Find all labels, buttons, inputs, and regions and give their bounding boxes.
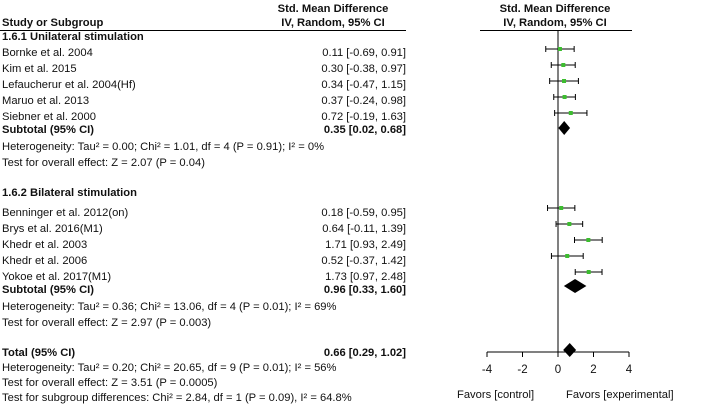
study-point (562, 79, 566, 83)
overall-effect-text: Test for overall effect: Z = 2.07 (P = 0.04) (2, 157, 205, 169)
x-tick-label: -2 (517, 364, 528, 376)
study-point (563, 95, 567, 99)
pooled-diamond (558, 121, 570, 135)
study-ci: 0.30 [-0.38, 0.97] (321, 63, 406, 75)
study-point (567, 222, 571, 226)
study-point (565, 254, 569, 258)
study-name: Khedr et al. 2003 (2, 239, 88, 251)
pooled-diamond (564, 279, 587, 293)
favors-control-label: Favors [control] (457, 389, 535, 401)
study-point (561, 63, 565, 67)
study-ci: 0.72 [-0.19, 1.63] (321, 111, 406, 123)
study-ci: 0.34 [-0.47, 1.15] (321, 79, 406, 91)
header-study: Study or Subgroup (2, 17, 104, 29)
study-name: Benninger et al. 2012(on) (2, 207, 129, 219)
study-point (559, 206, 563, 210)
heterogeneity-text: Heterogeneity: Tau² = 0.36; Chi² = 13.06, df = 4 (P = 0.01); I² = 69% (2, 301, 337, 313)
study-ci: 1.73 [0.97, 2.48] (325, 271, 406, 283)
study-name: Bornke et al. 2004 (2, 47, 93, 59)
heterogeneity-text: Heterogeneity: Tau² = 0.20; Chi² = 20.65, df = 9 (P = 0.01); I² = 56% (2, 362, 337, 374)
study-name: Kim et al. 2015 (2, 63, 77, 75)
study-name: Lefaucherur et al. 2004(Hf) (2, 79, 136, 91)
overall-effect-text: Test for overall effect: Z = 3.51 (P = 0.0005) (2, 377, 218, 389)
subgroup-difference-text: Test for subgroup differences: Chi² = 2.84, df = 1 (P = 0.09), I² = 64.8% (2, 392, 352, 404)
total-ci: 0.66 [0.29, 1.02] (323, 347, 406, 359)
study-ci: 1.71 [0.93, 2.49] (325, 239, 406, 251)
study-name: Brys et al. 2016(M1) (2, 223, 103, 235)
study-name: Khedr et al. 2006 (2, 255, 88, 267)
pooled-diamond (563, 343, 576, 357)
study-name: Siebner et al. 2000 (2, 111, 96, 123)
group-title: 1.6.2 Bilateral stimulation (2, 187, 137, 199)
study-point (569, 111, 573, 115)
study-ci: 0.52 [-0.37, 1.42] (321, 255, 406, 267)
header-smd-top: Std. Mean Difference (277, 3, 389, 15)
subtotal-ci: 0.35 [0.02, 0.68] (323, 124, 406, 136)
group-title: 1.6.1 Unilateral stimulation (2, 31, 144, 43)
x-tick-label: 0 (554, 364, 562, 376)
study-point (587, 270, 591, 274)
subtotal-label: Subtotal (95% CI) (2, 124, 94, 136)
study-ci: 0.64 [-0.11, 1.39] (322, 223, 406, 235)
header-plot-top: Std. Mean Difference (499, 3, 611, 15)
study-point (558, 47, 562, 51)
x-tick-label: -4 (481, 364, 493, 376)
heterogeneity-text: Heterogeneity: Tau² = 0.00; Chi² = 1.01, df = 4 (P = 0.91); I² = 0% (2, 141, 325, 153)
study-name: Maruo et al. 2013 (2, 95, 90, 107)
favors-experimental-label: Favors [experimental] (566, 389, 674, 401)
subtotal-label: Subtotal (95% CI) (2, 284, 94, 296)
header-plot-bottom: IV, Random, 95% CI (503, 17, 607, 29)
study-ci: 0.18 [-0.59, 0.95] (321, 207, 406, 219)
overall-effect-text: Test for overall effect: Z = 2.97 (P = 0.003) (2, 317, 212, 329)
total-label: Total (95% CI) (2, 347, 76, 359)
x-tick-label: 4 (625, 364, 633, 376)
x-tick-label: 2 (590, 364, 597, 376)
header-smd-bottom: IV, Random, 95% CI (281, 17, 385, 29)
study-ci: 0.37 [-0.24, 0.98] (321, 95, 406, 107)
study-point (586, 238, 590, 242)
subtotal-ci: 0.96 [0.33, 1.60] (323, 284, 406, 296)
study-ci: 0.11 [-0.69, 0.91] (322, 47, 406, 59)
study-name: Yokoe et al. 2017(M1) (2, 271, 112, 283)
